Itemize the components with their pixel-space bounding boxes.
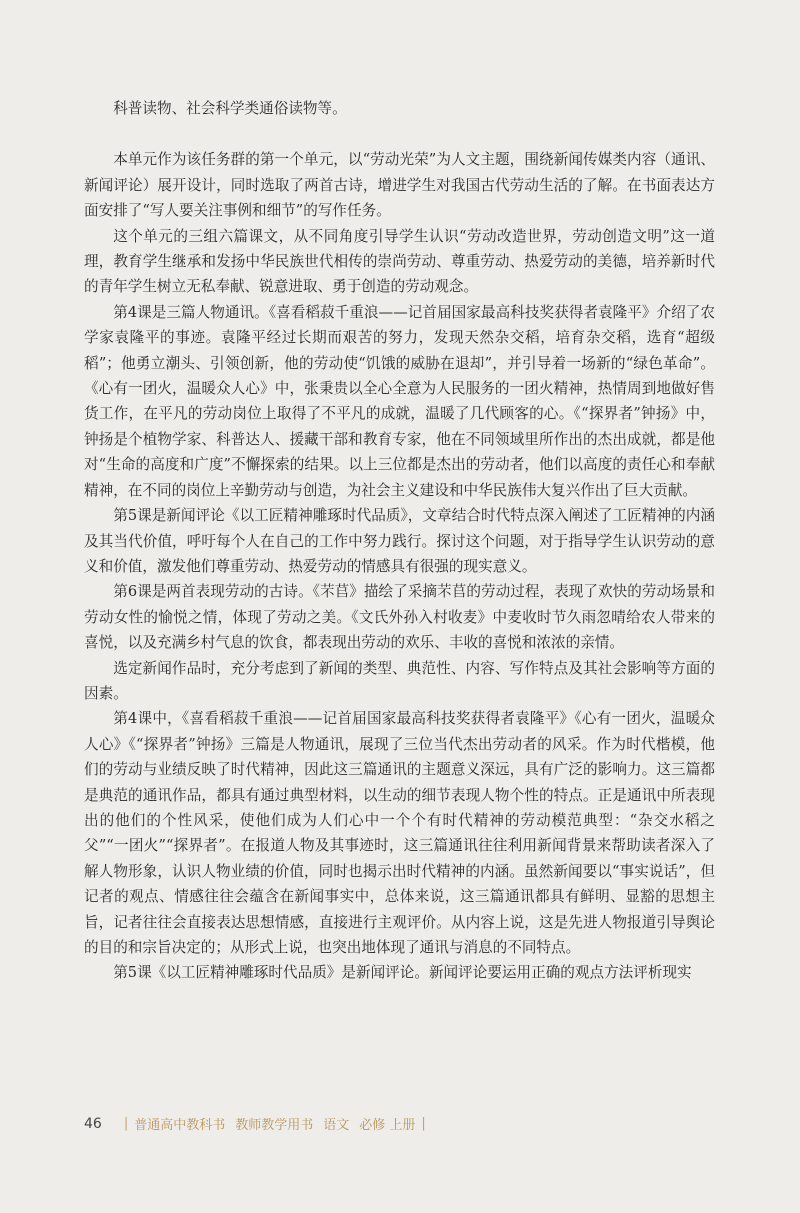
footer-divider: |	[421, 1116, 426, 1131]
paragraph-gap	[84, 121, 715, 147]
body-text	[84, 96, 715, 986]
paragraph: 这个单元的三组六篇课文，从不同角度引导学生认识“劳动改造世界，劳动创造文明”这一道理，教育学生继承和发扬中华民族世代相传的崇尚劳动、尊重劳动、热爱劳动的美德，培养新时代的青年学生树立无私奉献、锐意进取、勇于创造的劳动观念。	[84, 227, 715, 296]
paragraph: 第4课中，《喜看稻菽千重浪——记首届国家最高科技奖获得者袁隆平》《心有一团火，温暖众人心》《“探界者”钟扬》三篇是人物通讯，展现了三位当代杰出劳动者的风采。作为时代楷模，他们的劳动与业绩反映了时代精神，因此这三篇通讯的主题意义深远，具有广泛的影响力。这三篇都是典范的通讯作品，都具有通过典型材料，以生动的细节表现人物个性的特点。正是通讯中所表现出的他们的个性风采，使他们成为人们心中一个个有时代精神的劳动模范典型：“杂交水稻之父”“一团火”“探界者”。在报道人物及其事迹时，这三篇通讯往往利用新闻背景来帮助读者深入了解人物形象，认识人物业绩的价值，同时也揭示出时代精神的内涵。虽然新闻要以“事实说话”，但记者的观点、情感往往会蕴含在新闻事实中，总体来说，这三篇通讯都具有鲜明、显豁的思想主旨，记者往往会直接表达思想情感，直接进行主观评价。从内容上说，这是先进人物报道引导舆论的目的和宗旨决定的；从形式上说，也突出地体现了通讯与消息的不同特点。	[84, 710, 715, 956]
paragraph: 第4课是三篇人物通讯。《喜看稻菽千重浪——记首届国家最高科技奖获得者袁隆平》介绍了农学家袁隆平的事迹。袁隆平经过长期而艰苦的努力，发现天然杂交稻，培育杂交稻，选育“超级稻”；他勇立潮头、引领创新，他的劳动使“饥饿的威胁在退却”，并引导着一场新的“绿色革命”。《心有一团火，温暖众人心》中，张秉贵以全心全意为人民服务的一团火精神，热情周到地做好售货工作，在平凡的劳动岗位上取得了不平凡的成就，温暖了几代顾客的心。《“探界者”钟扬》中，钟扬是个植物学家、科普达人、援藏干部和教育专家，他在不同领域里所作出的杰出成就，都是他对“生命的高度和广度”不懈探索的结果。以上三位都是杰出的劳动者，他们以高度的责任心和奉献精神，在不同的岗位上辛勤劳动与创造，为社会主义建设和中华民族伟大复兴作出了巨大贡献。	[84, 303, 715, 499]
paragraph: 第6课是两首表现劳动的古诗。《芣苢》描绘了采摘芣苢的劳动过程，表现了欢快的劳动场景和劳动女性的愉悦之情，体现了劳动之美。《文氏外孙入村收麦》中麦收时节久雨忽晴给农人带来的喜悦，以及充满乡村气息的饮食，都表现出劳动的欢乐、丰收的喜悦和浓浓的亲情。	[84, 583, 715, 652]
page-footer	[84, 1114, 432, 1133]
footer-series: 教师教学用书	[235, 1118, 314, 1133]
paragraph: 选定新闻作品时，充分考虑到了新闻的类型、典范性、内容、写作特点及其社会影响等方面的因素。	[84, 659, 715, 702]
footer-divider: |	[123, 1116, 129, 1131]
footer-subject: 语文	[323, 1118, 350, 1133]
paragraph: 第5课是新闻评论《以工匠精神雕琢时代品质》，文章结合时代特点深入阐述了工匠精神的内涵及其当代价值，呼吁每个人在自己的工作中努力践行。探讨这个问题，对于指导学生认识劳动的意义和价值，激发他们尊重劳动、热爱劳动的情感具有很强的现实意义。	[84, 507, 715, 575]
paragraph: 本单元作为该任务群的第一个单元，以“劳动光荣”为人文主题，围绕新闻传媒类内容（通讯、新闻评论）展开设计，同时选取了两首古诗，增进学生对我国古代劳动生活的了解。在书面表达方面安排了“写人要关注事例和细节”的写作任务。	[84, 151, 715, 220]
paragraph: 第5课《以工匠精神雕琢时代品质》是新闻评论。新闻评论要运用正确的观点方法评析现实	[113, 964, 692, 982]
page-number: 46	[84, 1115, 102, 1132]
footer-book-title: 普通高中教科书	[134, 1118, 226, 1133]
footer-volume: 必修 上册	[359, 1118, 416, 1133]
paragraph: 科普读物、社会科学类通俗读物等。	[113, 100, 347, 117]
